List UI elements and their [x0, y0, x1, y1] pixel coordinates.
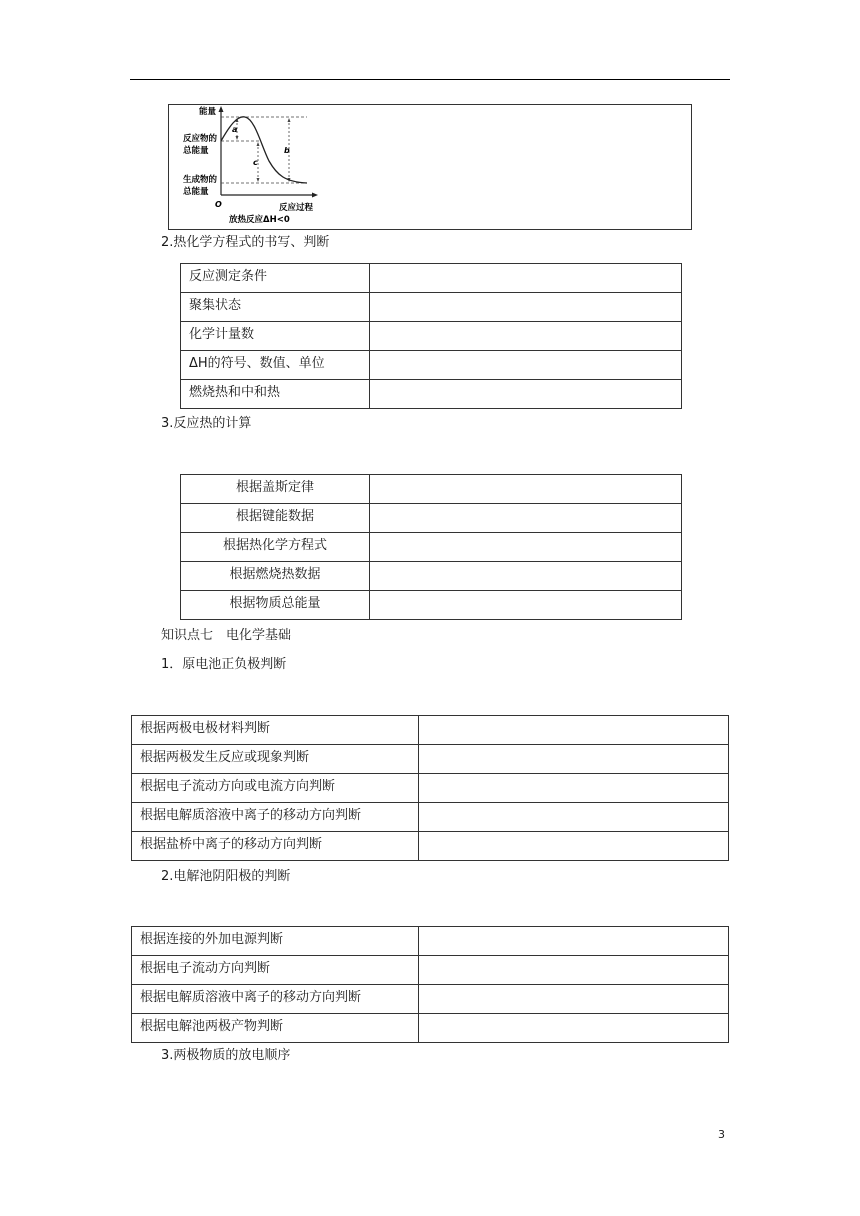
product-label-1: 生成物的	[183, 175, 218, 185]
table-cell-label: 根据两极发生反应或现象判断	[132, 745, 419, 774]
table-cell-blank[interactable]	[370, 380, 682, 409]
section-heading: 2.热化学方程式的书写、判断	[161, 235, 330, 250]
table-row	[181, 380, 682, 409]
table-row	[181, 591, 682, 620]
table-cell-blank[interactable]	[370, 533, 682, 562]
table-row	[181, 504, 682, 533]
table-cell-label: 燃烧热和中和热	[181, 380, 370, 409]
table-row	[132, 985, 729, 1014]
table-row	[132, 774, 729, 803]
table-cell-label: 根据连接的外加电源判断	[132, 927, 419, 956]
table-cell-label: ΔH的符号、数值、单位	[181, 351, 370, 380]
table-cell-blank[interactable]	[419, 803, 729, 832]
table-cell-blank[interactable]	[370, 562, 682, 591]
table-cell-blank[interactable]	[370, 322, 682, 351]
table-cell-label: 根据热化学方程式	[181, 533, 370, 562]
table-row	[181, 351, 682, 380]
arrow-b-head-top	[288, 118, 291, 122]
arrow-a-head-bottom	[236, 136, 239, 140]
table-cell-blank[interactable]	[419, 774, 729, 803]
table-cell-blank[interactable]	[370, 504, 682, 533]
table-cell-label: 聚集状态	[181, 293, 370, 322]
table-cell-blank[interactable]	[419, 832, 729, 861]
table-cell-label: 根据电解质溶液中离子的移动方向判断	[132, 803, 419, 832]
table-cell-blank[interactable]	[370, 351, 682, 380]
arrow-c-head-bottom	[257, 178, 260, 182]
table-row	[132, 927, 729, 956]
table-cell-blank[interactable]	[370, 264, 682, 293]
mark-c: c	[253, 158, 258, 167]
table-row	[132, 832, 729, 861]
reaction-heat-table	[180, 474, 682, 620]
origin-label: O	[215, 200, 222, 209]
table-cell-label: 根据盐桥中离子的移动方向判断	[132, 832, 419, 861]
table-row	[132, 745, 729, 774]
mark-b: b	[284, 146, 290, 155]
reactant-label-1: 反应物的	[183, 134, 218, 144]
table-cell-label: 化学计量数	[181, 322, 370, 351]
table-cell-blank[interactable]	[370, 293, 682, 322]
knowledge-point-title: 知识点七 电化学基础	[161, 628, 292, 643]
energy-diagram	[168, 104, 692, 230]
table-cell-label: 根据两极电极材料判断	[132, 716, 419, 745]
table-row	[132, 956, 729, 985]
section-heading: 1．原电池正负极判断	[161, 657, 287, 672]
table-cell-label: 根据键能数据	[181, 504, 370, 533]
table-row	[181, 264, 682, 293]
table-cell-blank[interactable]	[370, 591, 682, 620]
table-cell-blank[interactable]	[419, 927, 729, 956]
table-row	[181, 475, 682, 504]
table-cell-label: 根据燃烧热数据	[181, 562, 370, 591]
figure-caption: 放热反应ΔH<0	[229, 215, 290, 225]
x-axis-label: 反应过程	[279, 203, 314, 213]
product-label-2: 总能量	[183, 187, 209, 197]
table-row	[181, 293, 682, 322]
table-cell-label: 根据电子流动方向判断	[132, 956, 419, 985]
table-row	[181, 562, 682, 591]
mark-a: a	[232, 125, 238, 134]
y-axis-label: 能量	[199, 107, 217, 117]
arrow-c-head-top	[257, 142, 260, 146]
table-cell-label: 根据物质总能量	[181, 591, 370, 620]
table-row	[181, 322, 682, 351]
table-cell-blank[interactable]	[370, 475, 682, 504]
section-heading: 2.电解池阴阳极的判断	[161, 869, 291, 884]
electrolytic-cell-table	[131, 926, 729, 1043]
table-cell-blank[interactable]	[419, 716, 729, 745]
table-cell-label: 反应测定条件	[181, 264, 370, 293]
section-heading: 3.两极物质的放电顺序	[161, 1048, 291, 1063]
page-number: 3	[718, 1128, 725, 1141]
table-row	[132, 1014, 729, 1043]
table-cell-label: 根据电解质溶液中离子的移动方向判断	[132, 985, 419, 1014]
table-row	[181, 533, 682, 562]
header-rule	[130, 79, 730, 80]
table-cell-label: 根据盖斯定律	[181, 475, 370, 504]
table-cell-blank[interactable]	[419, 956, 729, 985]
table-cell-blank[interactable]	[419, 1014, 729, 1043]
galvanic-cell-table	[131, 715, 729, 861]
table-row	[132, 716, 729, 745]
energy-diagram-svg	[169, 105, 693, 231]
table-cell-label: 根据电解池两极产物判断	[132, 1014, 419, 1043]
y-axis-arrow	[219, 106, 224, 112]
table-row	[132, 803, 729, 832]
x-axis-arrow	[312, 193, 318, 198]
reactant-label-2: 总能量	[183, 146, 209, 156]
thermo-equation-table	[180, 263, 682, 409]
table-cell-blank[interactable]	[419, 745, 729, 774]
table-cell-label: 根据电子流动方向或电流方向判断	[132, 774, 419, 803]
table-cell-blank[interactable]	[419, 985, 729, 1014]
section-heading: 3.反应热的计算	[161, 416, 252, 431]
